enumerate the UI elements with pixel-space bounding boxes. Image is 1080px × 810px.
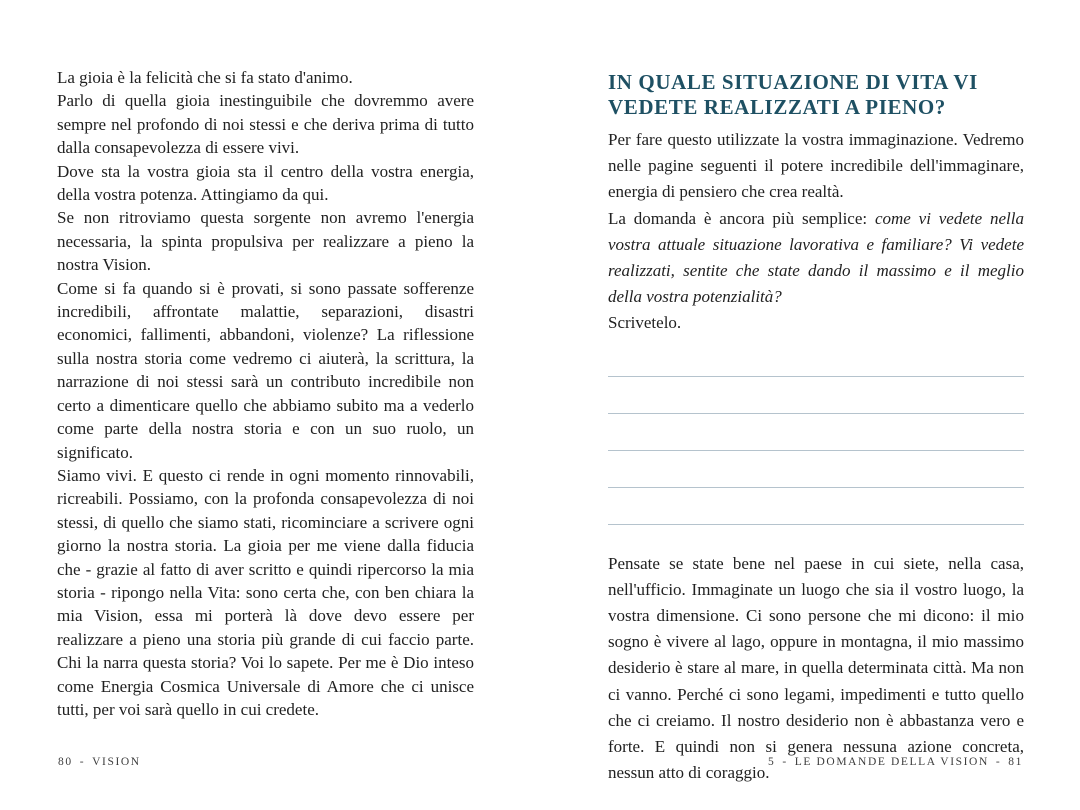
footer-separator: -: [79, 756, 86, 768]
right-footer-label: LE DOMANDE DELLA VISION: [794, 756, 989, 768]
question-paragraph: [608, 206, 1024, 311]
writing-line: [608, 340, 1024, 377]
body-paragraph: Parlo di quella gioia inestinguibile che dovremmo avere sempre nel profondo di noi stessi e che deriva prima di tutto dalla consapevolezza di essere vivi.: [57, 91, 474, 158]
writing-line: [608, 377, 1024, 414]
chapter-question-heading: IN QUALE SITUAZIONE DI VITA VI VEDETE REALIZZATI A PIENO?: [608, 70, 978, 119]
right-page-footer: [768, 756, 1023, 768]
footer-separator: -: [995, 756, 1002, 768]
left-page-footer: [58, 756, 141, 768]
writing-line: [608, 451, 1024, 488]
question-intro-text: La domanda è ancora più semplice:: [608, 208, 875, 228]
writing-line: [608, 414, 1024, 451]
left-footer-label: VISION: [92, 756, 141, 768]
body-paragraph: Siamo vivi. E questo ci rende in ogni momento rinnovabili, ricreabili. Possiamo, con la profonda consapevolezza di noi stessi, di quello che siamo stati, ricominciare a scrivere ogni giorno la nostra storia. La gioia per me viene dalla fiducia che - grazie al fatto di aver scritto e quindi ripercorso la mia storia - ripongo nella Vita: sono certa che, con ben chiara la mia Vision, essa mi porterà là dove devo essere per realizzare a pieno una storia più grande di cui faccio parte. Chi la narra questa storia? Voi lo sapete. Per me è Dio inteso come Energia Cosmica Universale di Amore che ci unisce tutti, per voi sarà quello in cui credete.: [57, 465, 474, 719]
right-page-text-column: [608, 70, 1024, 786]
question-italic-text: come vi vedete nella vostra attuale situazione lavorativa e familiare? Vi vedete realizzati, sentite che state dando il massimo e il meglio della vostra potenzialità?: [608, 208, 1024, 307]
write-prompt: Scrivetelo.: [608, 313, 682, 333]
writing-line: [608, 488, 1024, 525]
left-page-number: 80: [58, 756, 73, 768]
footer-separator: -: [782, 756, 788, 768]
closing-paragraph: Pensate se state bene nel paese in cui siete, nella casa, nell'ufficio. Immaginate un luogo che sia il vostro luogo, la vostra dimensione. Ci sono persone che mi dicono: il mio sogno è vivere al lago, oppure in montagna, il mio massimo desiderio è stare al mare, in quella determinata città. Ma non ci vanno. Perché ci sono legami, impedimenti e tutto quello che ci creiamo. Il nostro desiderio non è abbastanza vero e forte. E quindi non si genera nessuna azione concreta, nessun atto di coraggio.: [608, 553, 1024, 783]
body-paragraph: La gioia è la felicità che si fa stato d'animo.: [57, 68, 353, 87]
body-paragraph: Dove sta la vostra gioia sta il centro della vostra energia, della vostra potenza. Attingiamo da qui.: [57, 161, 474, 205]
intro-paragraph: Per fare questo utilizzate la vostra immaginazione. Vedremo nelle pagine seguenti il potere incredibile dell'immaginare, energia di pensiero che crea realtà.: [608, 130, 1024, 202]
chapter-number: 5: [768, 756, 776, 768]
body-paragraph: Come si fa quando si è provati, si sono passate sofferenze incredibili, affrontate malattie, separazioni, disastri economici, fallimenti, abbandoni, violenze? La riflessione sulla nostra storia come vedremo ci aiuterà, la scrittura, la narrazione di noi stessi sarà un contributo incredibile non certo a dimenticare quello che abbiamo subito ma a vederlo come parte della nostra storia e con un suo ruolo, un significato.: [57, 278, 474, 462]
body-paragraph: Se non ritroviamo questa sorgente non avremo l'energia necessaria, la spinta propulsiva per realizzare a pieno la nostra Vision.: [57, 208, 474, 275]
right-page-number: 81: [1008, 756, 1023, 768]
writing-lines-area: [608, 340, 1024, 525]
left-page-text-column: [57, 66, 474, 721]
